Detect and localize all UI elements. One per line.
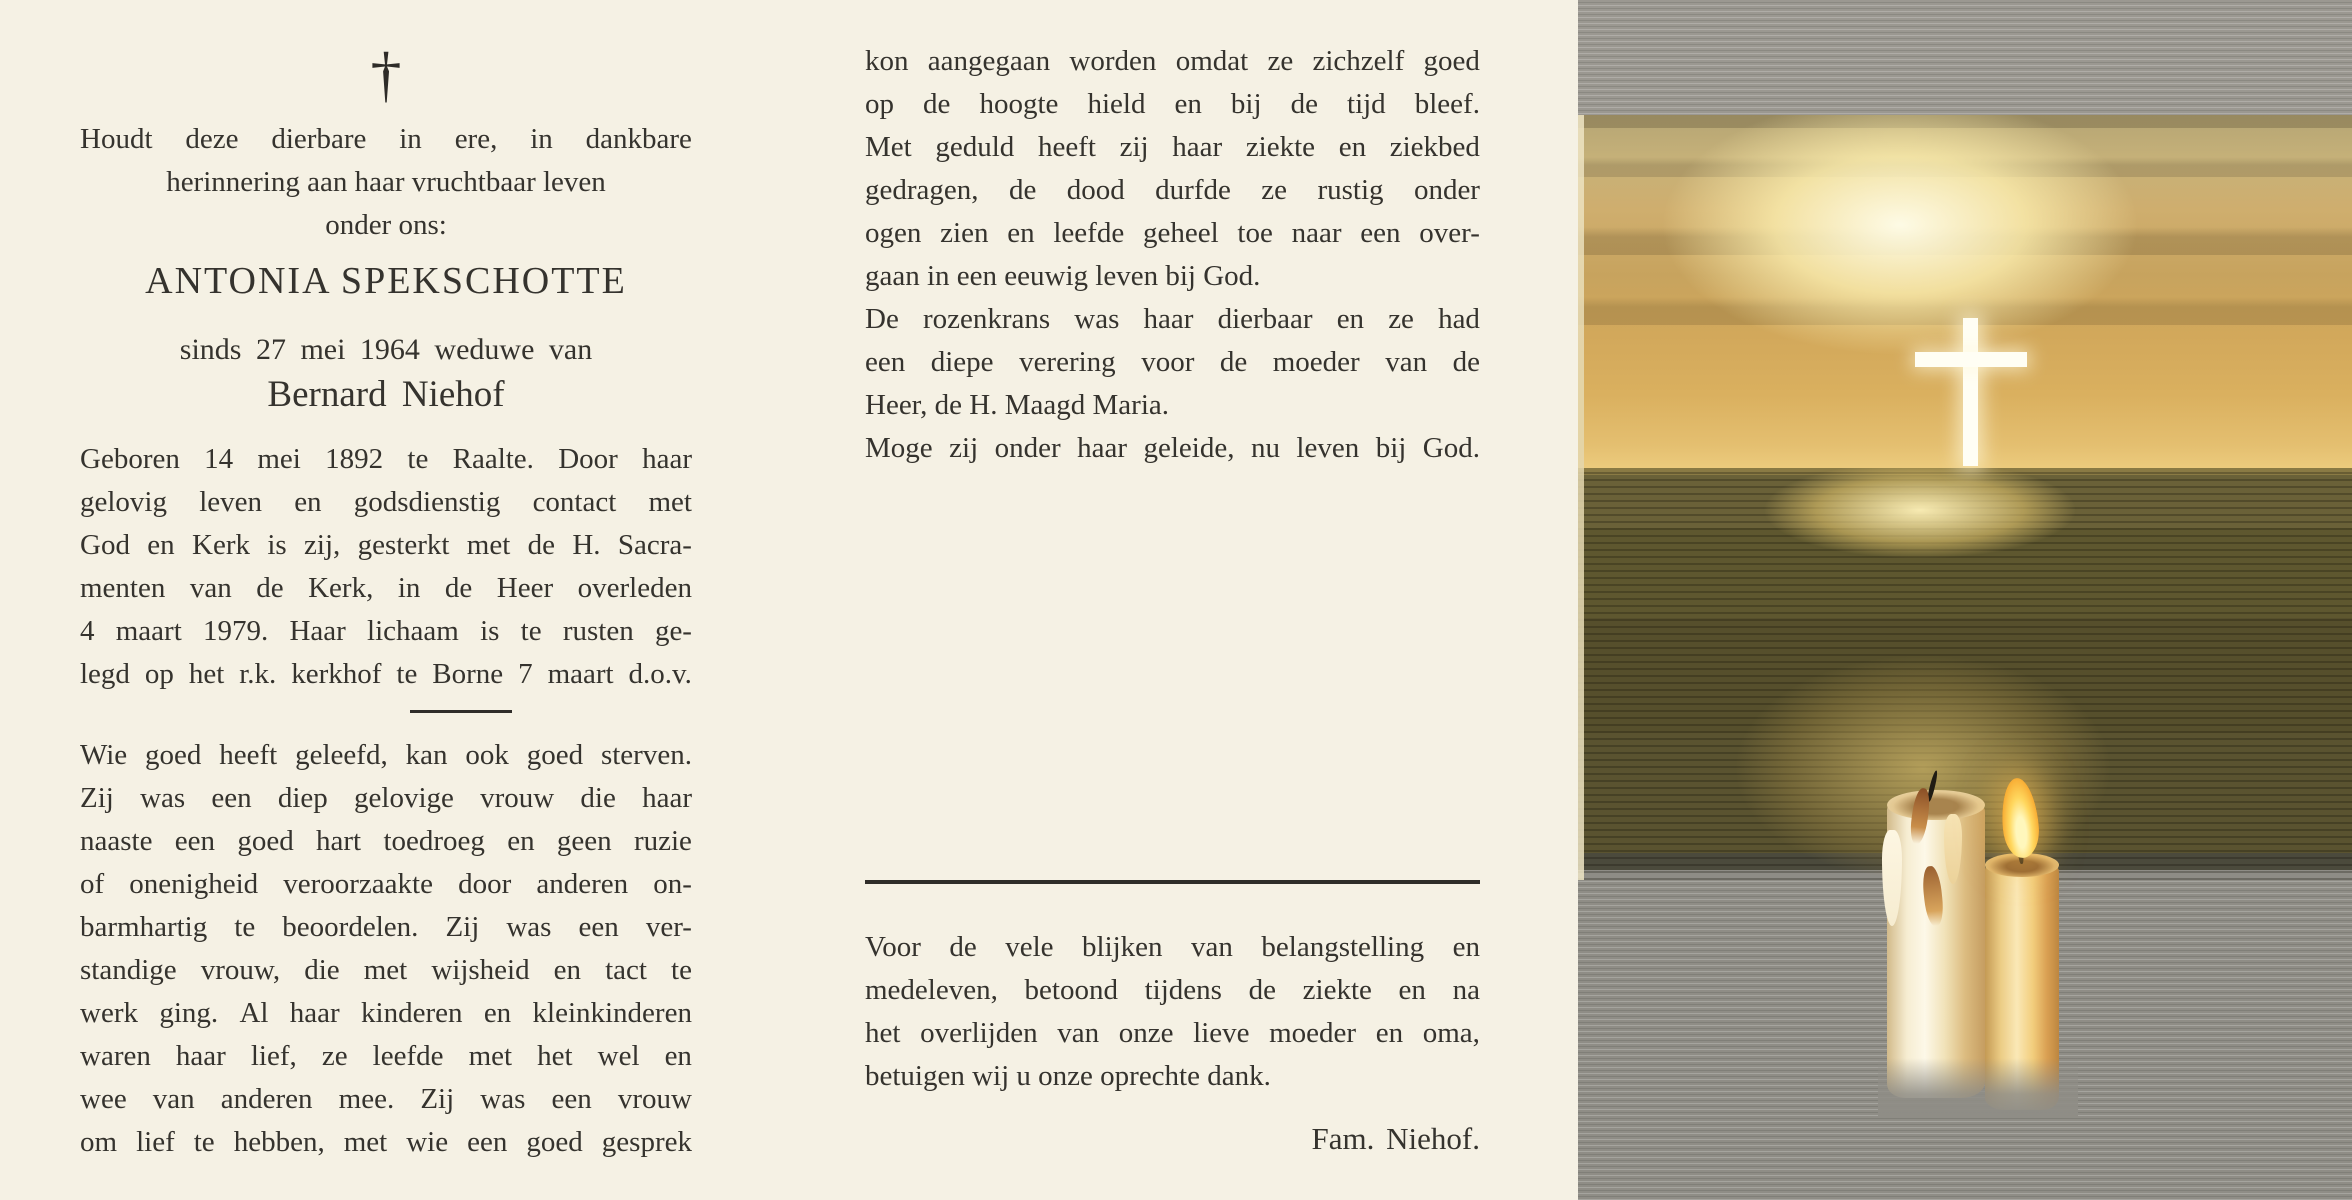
flame-icon [1999, 777, 2042, 860]
candles [1878, 770, 2078, 1115]
candle-base-fade [1878, 1058, 2078, 1118]
section-divider [410, 710, 512, 713]
eulogy-paragraph: Wie goed heeft geleefd, kan ook goed sterven. Zij was een diep gelovige vrouw die haar naaste een goed hart toedroeg en geen ruzie of onenigheid veroorzaakte door anderen on- barmhartig te beoordelen. Zij was een ver- standige vrouw, die met wijsheid en tact te werk ging. Al haar kinderen en kleinkinderen waren haar lief, ze leefde met het wel en wee van anderen mee. Zij was een vrouw om lief te hebben, met wie een goed gesprek [80, 739, 692, 1158]
husband-name: Bernard Niehof [267, 374, 505, 415]
photo-torn-edge [1578, 115, 1584, 880]
left-column [80, 0, 692, 1200]
biography-paragraph: Geboren 14 mei 1892 te Raalte. Door haar gelovig leven en godsdienstig contact met God en Kerk is zij, gesterkt met de H. Sacra- menten van de Kerk, in de Heer overleden 4 maart 1979. Haar lichaam is te rusten ge- legd op het r.k. kerkhof te Borne 7 maart d.o.v. [80, 443, 692, 690]
cross-icon-bar [1915, 352, 2027, 367]
thanks-paragraph: Voor de vele blijken van belangstelling en medeleven, betoond tijdens de ziekte en na het overlijden van onze lieve moeder en oma, betuigen wij u onze oprechte dank. [865, 931, 1480, 1092]
deceased-name: ANTONIA SPEKSCHOTTE [145, 260, 627, 302]
candle-icon [1887, 798, 1985, 1098]
widow-line: sinds 27 mei 1964 weduwe van [179, 333, 593, 366]
family-signature: Fam. Niehof. [1311, 1121, 1480, 1156]
cross-icon [1963, 318, 1978, 466]
memorial-photo [1578, 115, 2352, 880]
memorial-cross-icon: † [370, 41, 402, 109]
middle-column [865, 0, 1480, 1200]
thanks-divider [865, 880, 1480, 884]
intro-paragraph: Houdt deze dierbare in ere, in dankbare herinnering aan haar vruchtbaar leven onder ons: [80, 123, 692, 241]
photo-panel [1578, 0, 2352, 1200]
continuation-paragraph: kon aangegaan worden omdat ze zichzelf goed op de hoogte hield en bij de tijd bleef. Met geduld heeft zij haar ziekte en ziekbed gedragen, de dood durfde ze rustig onder ogen zien en leefde geheel toe naar een over- gaan in een eeuwig leven bij God. De rozenkrans was haar dierbaar en ze had een diepe verering voor de moeder van de Heer, de H. Maagd Maria. Moge zij onder haar geleide, nu leven bij God. [865, 45, 1480, 464]
